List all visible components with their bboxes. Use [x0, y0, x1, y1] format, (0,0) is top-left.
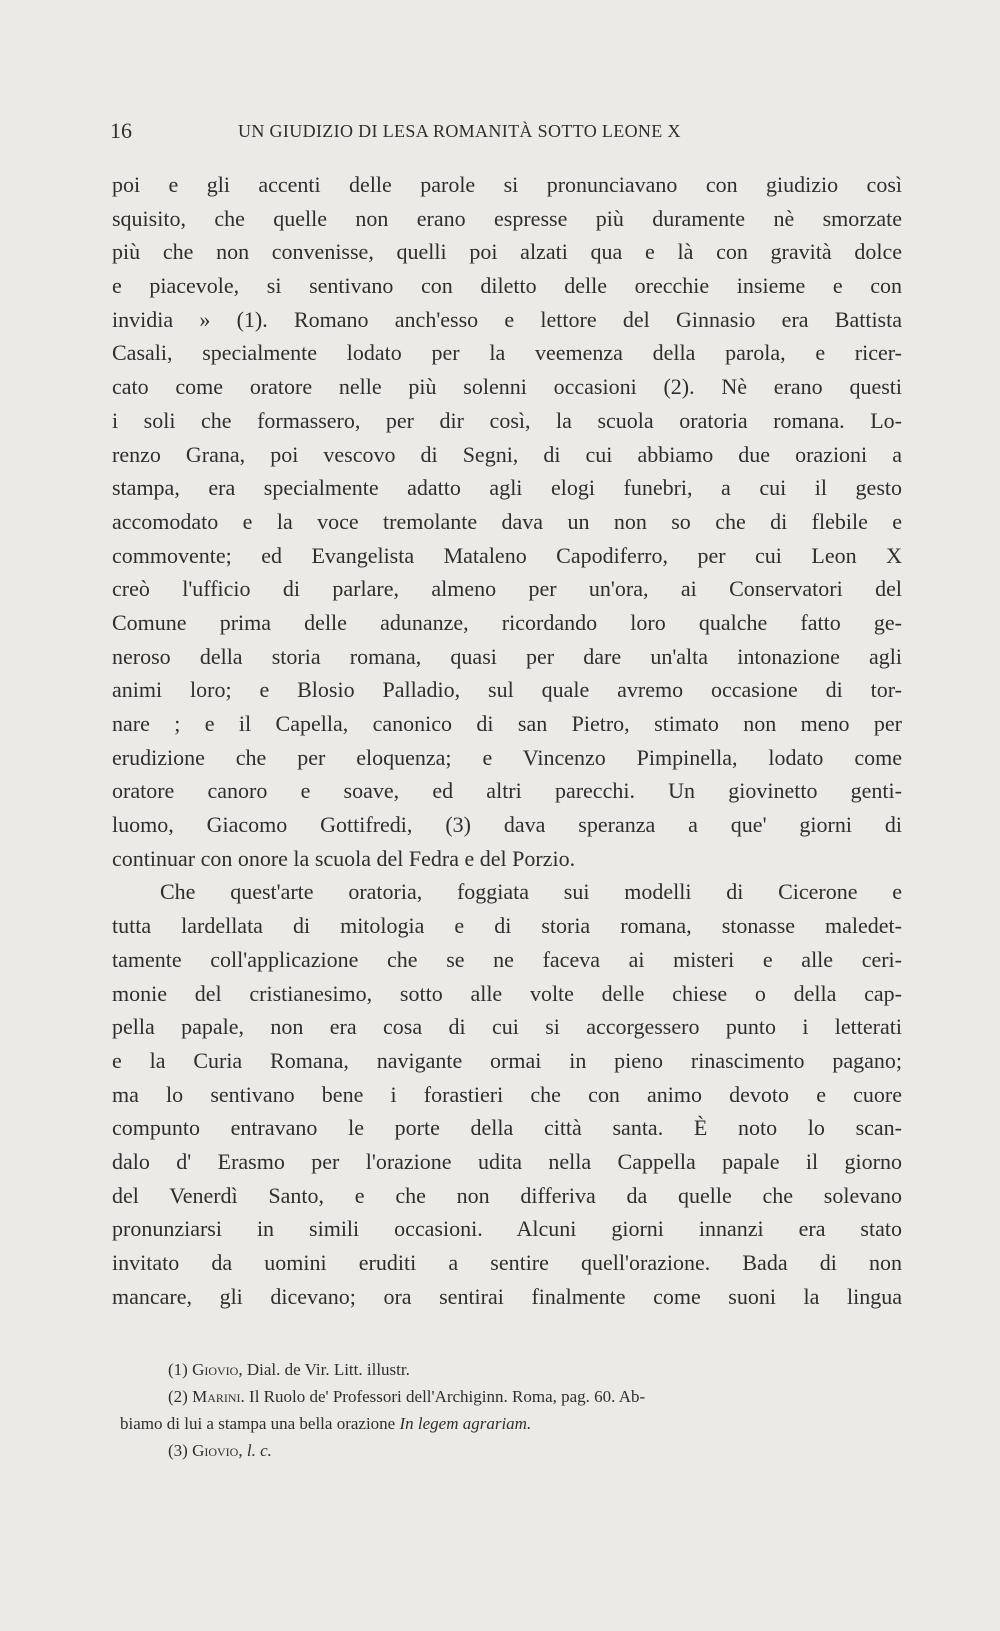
text-line: monie del cristianesimo, sotto alle volte delle chiese o della cap-	[112, 980, 902, 1006]
footnote-2-continuation	[120, 1410, 900, 1437]
page-number: 16	[110, 118, 132, 143]
running-title: UN GIUDIZIO DI LESA ROMANITÀ SOTTO LEONE X	[238, 121, 681, 141]
text-line: tamente coll'applicazione che se ne faceva ai misteri e alle ceri-	[112, 946, 902, 972]
text-line: luomo, Giacomo Gottifredi, (3) dava speranza a que' giorni di	[112, 812, 902, 838]
text-line: renzo Grana, poi vescovo di Segni, di cui abbiamo due orazioni a	[112, 441, 902, 467]
text-line: invitato da uomini eruditi a sentire quell'orazione. Bada di non	[112, 1250, 902, 1275]
footnote-2	[120, 1383, 900, 1410]
text-line: neroso della storia romana, quasi per dare un'alta intonazione agli	[112, 643, 902, 669]
footnote-text: Dial. de Vir. Litt. illustr.	[246, 1360, 410, 1379]
text-line: nare ; e il Capella, canonico di san Pietro, stimato non meno per	[112, 711, 902, 736]
footnote-author: Marini.	[192, 1387, 245, 1406]
text-line: squisito, che quelle non erano espresse più duramente nè smorzate	[112, 205, 902, 231]
footnote-author: Giovio,	[192, 1360, 243, 1379]
text-line: Comune prima delle adunanze, ricordando loro qualche fatto ge-	[112, 609, 902, 635]
footnote-text: Il Ruolo de' Professori dell'Archiginn. Roma, pag. 60. Ab-	[249, 1387, 646, 1406]
footnote-marker: (2)	[168, 1387, 188, 1406]
text-line: pella papale, non era cosa di cui si accorgessero punto i letterati	[112, 1014, 902, 1040]
footnote-text: biamo di lui a stampa una bella orazione	[120, 1414, 396, 1433]
text-line: stampa, era specialmente adatto agli elogi funebri, a cui il gesto	[112, 475, 902, 501]
text-line: i soli che formassero, per dir così, la scuola oratoria romana. Lo-	[112, 407, 902, 433]
text-line: tutta lardellata di mitologia e di storia romana, stonasse maledet-	[112, 913, 902, 939]
footnote-author: Giovio,	[192, 1441, 243, 1460]
footnote-3	[120, 1437, 900, 1464]
text-line: e la Curia Romana, navigante ormai in pieno rinascimento pagano;	[112, 1047, 902, 1073]
text-line: mancare, gli dicevano; ora sentirai finalmente come suoni la lingua	[112, 1283, 902, 1309]
page-header	[110, 116, 900, 146]
text-line: commovente; ed Evangelista Mataleno Capodiferro, per cui Leon X	[112, 542, 902, 568]
text-line: invidia » (1). Romano anch'esso e lettore del Ginnasio era Battista	[112, 306, 902, 332]
text-line: ma lo sentivano bene i forastieri che con animo devoto e cuore	[112, 1081, 902, 1107]
text-line: Casali, specialmente lodato per la veemenza della parola, e ricer-	[112, 340, 902, 366]
text-line: accomodato e la voce tremolante dava un non so che di flebile e	[112, 508, 902, 534]
text-line: erudizione che per eloquenza; e Vincenzo Pimpinella, lodato come	[112, 744, 902, 770]
footnote-italic-ref: l. c.	[246, 1441, 272, 1460]
text-line: continuar con onore la scuola del Fedra e del Porzio.	[112, 845, 576, 871]
text-line: oratore canoro e soave, ed altri parecchi. Un giovinetto genti-	[112, 778, 902, 804]
text-line: Che quest'arte oratoria, foggiata sui modelli di Cicerone e	[160, 879, 902, 905]
footnotes	[120, 1356, 900, 1464]
text-line: compunto entravano le porte della città santa. È noto lo scan-	[112, 1115, 902, 1141]
text-line: dalo d' Erasmo per l'orazione udita nella Cappella papale il giorno	[112, 1148, 902, 1174]
footnote-1	[120, 1356, 900, 1383]
footnote-marker: (1)	[168, 1360, 188, 1379]
text-line: e piacevole, si sentivano con diletto delle orecchie insieme e con	[112, 273, 902, 299]
main-text	[112, 168, 902, 1313]
text-line: più che non convenisse, quelli poi alzati qua e là con gravità dolce	[112, 239, 902, 265]
text-line: pronunziarsi in simili occasioni. Alcuni giorni innanzi era stato	[112, 1216, 902, 1242]
text-line: poi e gli accenti delle parole si pronunciavano con giudizio così	[112, 172, 902, 197]
text-line: creò l'ufficio di parlare, almeno per un'ora, ai Conservatori del	[112, 576, 902, 602]
text-line: cato come oratore nelle più solenni occasioni (2). Nè erano questi	[112, 374, 902, 400]
text-line: del Venerdì Santo, e che non differiva da quelle che solevano	[112, 1182, 902, 1208]
text-line: animi loro; e Blosio Palladio, sul quale avremo occasione di tor-	[112, 677, 902, 703]
footnote-italic-title: In legem agrariam.	[399, 1414, 532, 1433]
footnote-marker: (3)	[168, 1441, 188, 1460]
